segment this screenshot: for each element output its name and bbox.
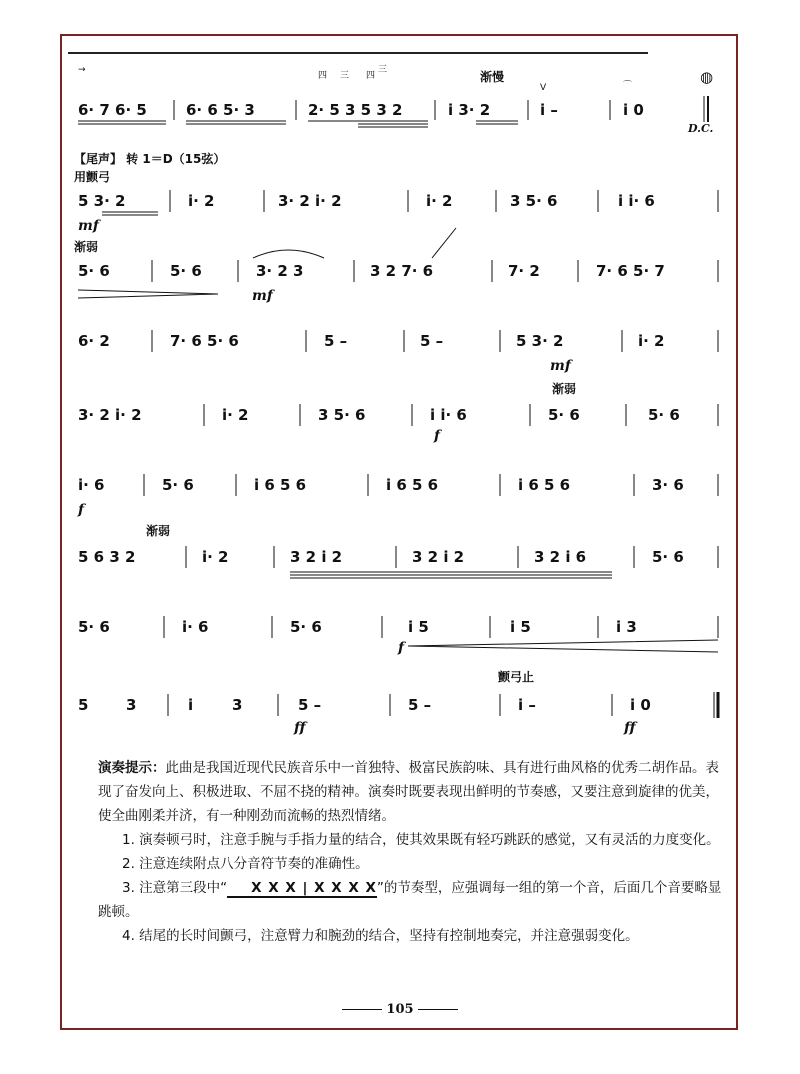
svg-text:V: V bbox=[540, 83, 547, 93]
svg-text:5· 6: 5· 6 bbox=[78, 618, 110, 636]
svg-text:i 3: i 3 bbox=[616, 618, 637, 636]
svg-text:3 5· 6: 3 5· 6 bbox=[510, 192, 558, 210]
notation-row-6 bbox=[78, 462, 720, 522]
svg-text:mf: mf bbox=[550, 358, 571, 374]
svg-text:5 –: 5 – bbox=[408, 696, 432, 714]
notation-row-8 bbox=[78, 604, 720, 664]
dim-marking-3: 渐弱 bbox=[146, 524, 171, 538]
svg-text:5 –: 5 – bbox=[420, 332, 444, 350]
dim-marking-2: 渐弱 bbox=[552, 382, 577, 396]
page-footer bbox=[0, 1002, 800, 1017]
svg-text:5 –: 5 – bbox=[298, 696, 322, 714]
svg-text:f: f bbox=[434, 428, 441, 444]
svg-text:7· 6 5· 7: 7· 6 5· 7 bbox=[596, 262, 665, 280]
score-row-1 bbox=[78, 60, 720, 140]
tip-item-4: 4. 结尾的长时间颤弓，注意臂力和腕劲的结合，坚持有控制地奏完，并注意强弱变化。 bbox=[122, 928, 639, 944]
svg-text:i 6 5 6: i 6 5 6 bbox=[254, 476, 307, 494]
svg-text:5· 6: 5· 6 bbox=[652, 548, 684, 566]
svg-text:i· 2: i· 2 bbox=[638, 332, 665, 350]
notation-row-9 bbox=[78, 682, 720, 742]
svg-text:i i· 6: i i· 6 bbox=[430, 406, 467, 424]
svg-text:i –: i – bbox=[518, 696, 536, 714]
svg-text:5· 6: 5· 6 bbox=[162, 476, 194, 494]
score-row-7 bbox=[78, 534, 720, 594]
svg-text:5· 6: 5· 6 bbox=[78, 262, 110, 280]
svg-text:3: 3 bbox=[232, 696, 243, 714]
score-row-4 bbox=[78, 318, 720, 378]
svg-text:i 0: i 0 bbox=[630, 696, 651, 714]
svg-text:5· 6: 5· 6 bbox=[290, 618, 322, 636]
svg-text:四: 四 bbox=[366, 71, 376, 81]
dc-marking: D.C. bbox=[688, 122, 714, 135]
tips-intro: 此曲是我国近现代民族音乐中一首独特、极富民族韵味、具有进行曲风格的优秀二胡作品。表现了奋发向上、积极进取、不屈不挠的精神。演奏时既要表现出鲜明的节奏感，又要注意到旋律的优美，使全曲刚柔并济，有一种刚劲而流畅的热烈情绪。 bbox=[98, 760, 719, 824]
svg-text:i 3· 2: i 3· 2 bbox=[448, 101, 491, 119]
svg-text:5: 5 bbox=[78, 696, 89, 714]
rhythm-pattern: X X X | X X X X bbox=[227, 880, 377, 898]
dim-marking-1: 渐弱 bbox=[74, 240, 99, 254]
svg-text:i 0: i 0 bbox=[623, 101, 644, 119]
svg-text:i 5: i 5 bbox=[408, 618, 429, 636]
svg-text:6· 7 6· 5: 6· 7 6· 5 bbox=[78, 101, 147, 119]
tremolo-stop-marking: 颤弓止 bbox=[498, 670, 535, 684]
svg-text:5 –: 5 – bbox=[324, 332, 348, 350]
svg-text:ff: ff bbox=[624, 720, 636, 736]
svg-text:3 5· 6: 3 5· 6 bbox=[318, 406, 366, 424]
performance-tips bbox=[98, 756, 722, 948]
svg-text:5 3· 2: 5 3· 2 bbox=[78, 192, 126, 210]
tip-item-3: 3. 注意第三段中“ X X X | X X X X”的节奏型，应强调每一组的第一个音，后面几个音要略显跳顿。 bbox=[98, 880, 722, 920]
svg-text:i: i bbox=[188, 696, 194, 714]
score-row-3 bbox=[78, 250, 720, 310]
svg-text:3 2 i 6: 3 2 i 6 bbox=[534, 548, 587, 566]
svg-text:i 5: i 5 bbox=[510, 618, 531, 636]
ornament-left-icon bbox=[342, 1009, 382, 1010]
svg-text:5· 6: 5· 6 bbox=[548, 406, 580, 424]
svg-text:i· 6: i· 6 bbox=[182, 618, 209, 636]
score-row-6 bbox=[78, 462, 720, 522]
svg-text:5 6 3 2: 5 6 3 2 bbox=[78, 548, 136, 566]
notation-row-7 bbox=[78, 534, 720, 594]
score-row-5 bbox=[78, 394, 720, 454]
svg-text:i· 6: i· 6 bbox=[78, 476, 105, 494]
svg-text:3· 2 3: 3· 2 3 bbox=[256, 262, 304, 280]
svg-text:f: f bbox=[398, 640, 405, 656]
svg-text:三: 三 bbox=[340, 71, 350, 81]
mf-mark: mf bbox=[78, 218, 99, 234]
notation-row-1 bbox=[78, 60, 720, 140]
svg-text:ff: ff bbox=[294, 720, 306, 736]
svg-text:i 6 5 6: i 6 5 6 bbox=[386, 476, 439, 494]
svg-text:3 2 7· 6: 3 2 7· 6 bbox=[370, 262, 434, 280]
svg-text:i· 2: i· 2 bbox=[222, 406, 249, 424]
svg-text:四: 四 bbox=[318, 71, 328, 81]
svg-text:3· 2 i· 2: 3· 2 i· 2 bbox=[278, 192, 342, 210]
page-number: 105 bbox=[386, 1002, 414, 1017]
svg-text:3: 3 bbox=[126, 696, 137, 714]
svg-text:7· 2: 7· 2 bbox=[508, 262, 540, 280]
svg-text:6· 2: 6· 2 bbox=[78, 332, 110, 350]
staff-top-rule bbox=[68, 52, 648, 54]
svg-text:3 2 i 2: 3 2 i 2 bbox=[290, 548, 343, 566]
svg-text:i 6 5 6: i 6 5 6 bbox=[518, 476, 571, 494]
svg-text:三: 三 bbox=[378, 65, 388, 75]
svg-text:i· 2: i· 2 bbox=[426, 192, 453, 210]
score-row-8 bbox=[78, 604, 720, 664]
svg-text:3· 2 i· 2: 3· 2 i· 2 bbox=[78, 406, 142, 424]
svg-text:⌒: ⌒ bbox=[623, 81, 633, 91]
svg-text:→: → bbox=[78, 65, 86, 75]
notation-row-4 bbox=[78, 318, 720, 378]
svg-text:2· 5 3 5 3 2: 2· 5 3 5 3 2 bbox=[308, 101, 403, 119]
svg-text:f: f bbox=[78, 502, 85, 518]
score-row-2 bbox=[78, 178, 720, 238]
svg-text:5· 6: 5· 6 bbox=[170, 262, 202, 280]
coda-label: 【尾声】 转 1＝D（15弦） bbox=[74, 152, 226, 166]
tip-item-2: 2. 注意连续附点八分音符节奏的准确性。 bbox=[122, 856, 369, 872]
svg-text:i i· 6: i i· 6 bbox=[618, 192, 655, 210]
svg-text:mf: mf bbox=[252, 288, 273, 304]
rit-marking: 渐慢 bbox=[480, 70, 505, 84]
fermata-symbol: ◍ bbox=[700, 68, 714, 86]
tips-title: 演奏提示： bbox=[98, 760, 166, 776]
svg-text:i· 2: i· 2 bbox=[202, 548, 229, 566]
svg-text:7· 6 5· 6: 7· 6 5· 6 bbox=[170, 332, 239, 350]
svg-text:i· 2: i· 2 bbox=[188, 192, 215, 210]
svg-text:5· 6: 5· 6 bbox=[648, 406, 680, 424]
bow-tremolo-label: 用颤弓 bbox=[74, 170, 111, 184]
score-row-9 bbox=[78, 682, 720, 742]
tip-item-1: 1. 演奏顿弓时，注意手腕与手指力量的结合，使其效果既有轻巧跳跃的感觉，又有灵活的力度变化。 bbox=[122, 832, 720, 848]
notation-row-3 bbox=[78, 250, 720, 310]
svg-text:6· 6 5· 3: 6· 6 5· 3 bbox=[186, 101, 255, 119]
svg-text:3· 6: 3· 6 bbox=[652, 476, 684, 494]
svg-text:5 3· 2: 5 3· 2 bbox=[516, 332, 564, 350]
svg-text:3 2 i 2: 3 2 i 2 bbox=[412, 548, 465, 566]
notation-row-5 bbox=[78, 394, 720, 454]
svg-text:i –: i – bbox=[540, 101, 558, 119]
ornament-right-icon bbox=[418, 1009, 458, 1010]
notation-row-2 bbox=[78, 178, 720, 238]
